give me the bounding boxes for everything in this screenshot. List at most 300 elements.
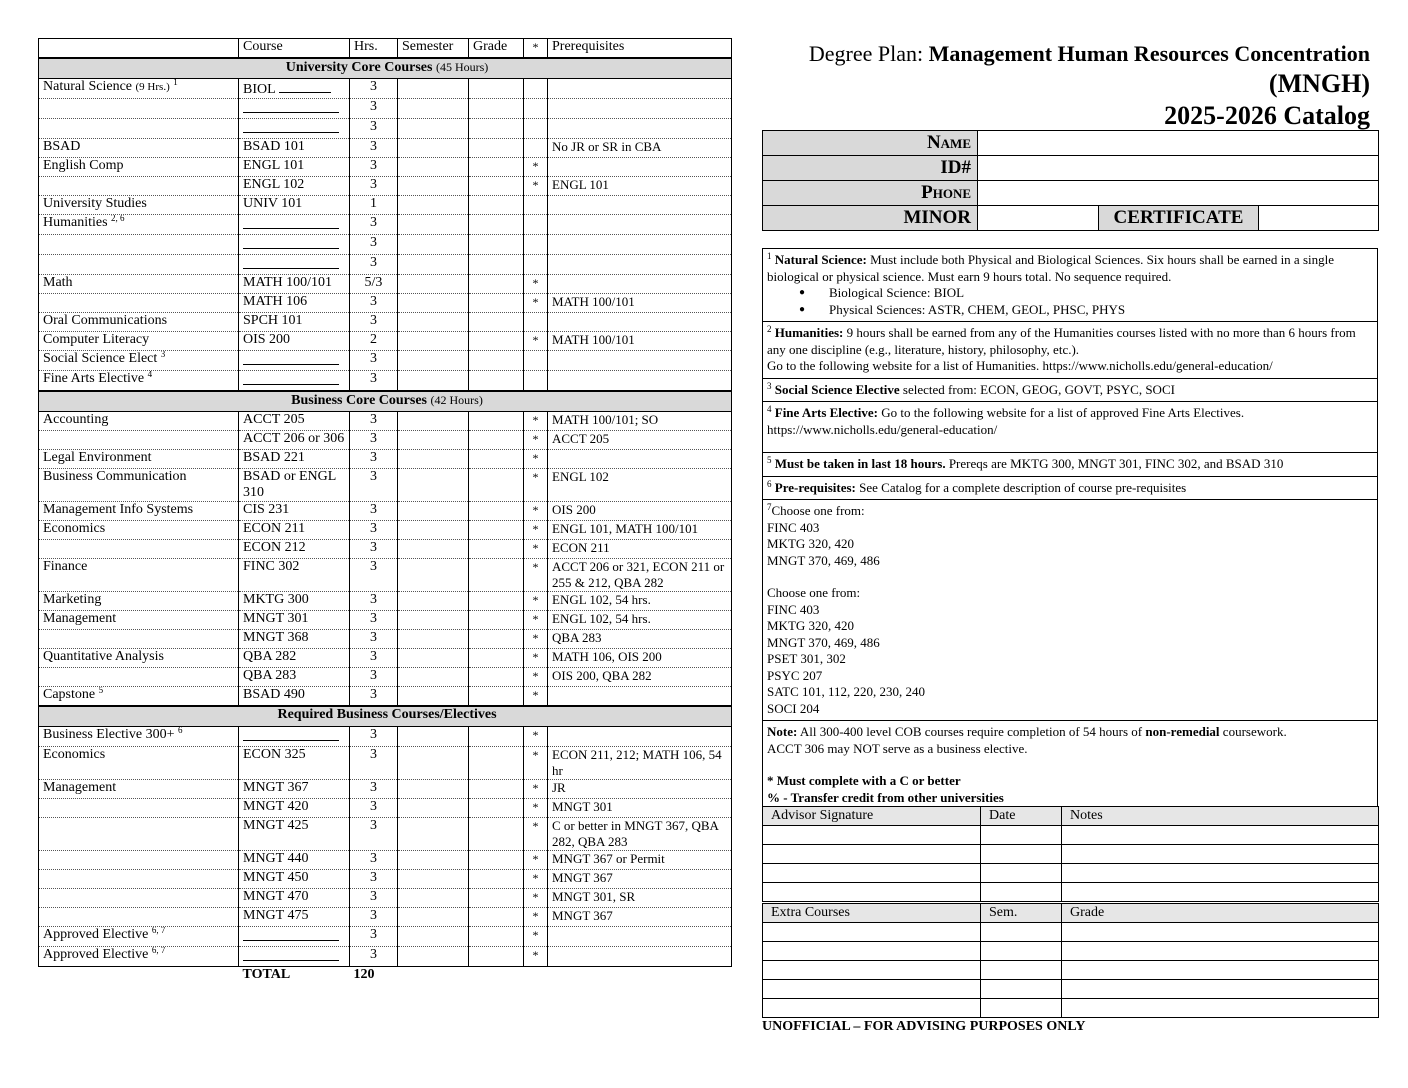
semester-cell[interactable] [398, 611, 469, 630]
header-star: * [524, 39, 548, 59]
hours-cell: 3 [350, 799, 398, 818]
table-row [39, 908, 732, 927]
hours-cell: 3 [350, 119, 398, 139]
table-row [39, 371, 732, 392]
grade-cell[interactable] [469, 502, 524, 521]
area-cell [39, 870, 239, 889]
prereq-cell: MNGT 367 [548, 908, 732, 927]
table-row [39, 99, 732, 119]
course-cell[interactable]: MNGT 425 [239, 818, 350, 851]
star-cell: * [524, 559, 548, 592]
area-cell [39, 294, 239, 313]
hours-cell: 3 [350, 540, 398, 559]
table-row [39, 119, 732, 139]
prereq-cell [548, 215, 732, 235]
humanities-link-text: Go to the following website for a list of Humanities. https://www.nicholls.edu/general-education/ [767, 358, 1273, 373]
star-cell [524, 255, 548, 275]
grade-cell[interactable] [469, 540, 524, 559]
star-cell: * [524, 687, 548, 707]
note-general: Note: All 300-400 level COB courses require completion of 54 hours of non-remedial coursework. ACCT 306 may NOT serve as a business elective. * Must complete with a C or better % - Transfer credit from other universities [767, 724, 1287, 805]
course-cell[interactable]: QBA 282 [239, 649, 350, 668]
semester-cell[interactable] [398, 649, 469, 668]
total-value: 120 [353, 967, 375, 982]
course-table [38, 38, 732, 985]
hours-cell: 1 [350, 196, 398, 215]
prereq-cell [548, 196, 732, 215]
header-prereq: Prerequisites [548, 39, 732, 59]
grade-cell[interactable] [469, 450, 524, 469]
grade-cell[interactable] [469, 908, 524, 927]
note-7-line: MKTG 320, 420 [767, 536, 855, 551]
table-row [39, 139, 732, 158]
grade-cell[interactable] [469, 158, 524, 177]
section-title: Required Business Courses/Electives [277, 707, 497, 722]
star-cell: * [524, 177, 548, 196]
star-cell: * [524, 158, 548, 177]
prereq-cell: ECON 211, 212; MATH 106, 54 hr [548, 747, 732, 780]
course-cell[interactable]: QBA 283 [239, 668, 350, 687]
grade-cell[interactable] [469, 235, 524, 255]
table-row [39, 559, 732, 592]
course-cell[interactable] [239, 215, 350, 235]
course-blank[interactable] [243, 99, 339, 113]
area-cell: Legal Environment [39, 450, 239, 469]
course-cell[interactable]: UNIV 101 [239, 196, 350, 215]
prereq-cell [548, 79, 732, 99]
table-row [39, 611, 732, 630]
course-blank[interactable] [243, 351, 339, 365]
course-blank[interactable] [243, 235, 339, 249]
semester-cell[interactable] [398, 927, 469, 947]
star-cell [524, 371, 548, 392]
section-header-business [39, 391, 732, 412]
table-row [39, 235, 732, 255]
star-cell: * [524, 275, 548, 294]
course-cell[interactable] [239, 727, 350, 747]
grade-cell[interactable] [469, 727, 524, 747]
course-cell[interactable]: MNGT 450 [239, 870, 350, 889]
course-cell[interactable]: ACCT 206 or 306 [239, 431, 350, 450]
table-row [39, 747, 732, 780]
grade-cell[interactable] [469, 196, 524, 215]
semester-cell[interactable] [398, 119, 469, 139]
course-cell[interactable]: ENGL 101 [239, 158, 350, 177]
extra-row [763, 961, 1379, 980]
prereq-cell [548, 450, 732, 469]
grade-cell[interactable] [469, 177, 524, 196]
area-cell: Natural Science (9 Hrs.) $^1$ [39, 79, 239, 99]
grade-cell[interactable] [469, 431, 524, 450]
hours-cell: 3 [350, 177, 398, 196]
hours-cell: 3 [350, 818, 398, 851]
prereq-cell [548, 313, 732, 332]
semester-cell[interactable] [398, 313, 469, 332]
note-2: $^2$ Humanities: 9 hours shall be earned from any of the Humanities courses listed with no more than 6 hours from any one discipline (e.g., literature, history, philosophy, etc.). Go to the following website for a list of Humanities. https://www.nicholls.edu/general-education/ [763, 322, 1377, 379]
hours-cell: 3 [350, 521, 398, 540]
grade-cell[interactable] [469, 119, 524, 139]
grade-cell[interactable] [469, 313, 524, 332]
table-row [39, 332, 732, 351]
grade-cell[interactable] [469, 79, 524, 99]
course-blank[interactable] [243, 947, 339, 961]
hours-cell: 3 [350, 592, 398, 611]
semester-cell[interactable] [398, 727, 469, 747]
semester-cell[interactable] [398, 235, 469, 255]
hours-cell: 3 [350, 255, 398, 275]
section-hours: (42 Hours) [430, 393, 483, 407]
fine-arts-link-text: https://www.nicholls.edu/general-education/ [767, 421, 998, 437]
hours-cell: 3 [350, 559, 398, 592]
semester-cell[interactable] [398, 196, 469, 215]
grade-cell[interactable] [469, 870, 524, 889]
total-row [39, 967, 732, 986]
prereq-cell: MATH 100/101 [548, 332, 732, 351]
prereq-cell: ENGL 102, 54 hrs. [548, 592, 732, 611]
phone-field[interactable] [978, 181, 1379, 206]
grade-cell[interactable] [469, 818, 524, 851]
prereq-cell: QBA 283 [548, 630, 732, 649]
semester-cell[interactable] [398, 371, 469, 392]
course-cell[interactable]: MNGT 368 [239, 630, 350, 649]
grade-cell[interactable] [469, 780, 524, 799]
grade-cell[interactable] [469, 630, 524, 649]
course-cell[interactable]: MATH 100/101 [239, 275, 350, 294]
area-cell [39, 630, 239, 649]
semester-cell[interactable] [398, 908, 469, 927]
section-hours: (45 Hours) [435, 60, 489, 74]
star-cell: * [524, 332, 548, 351]
table-row [39, 255, 732, 275]
grade-cell[interactable] [469, 139, 524, 158]
area-cell: Humanities $^{2, 6}$ [39, 215, 239, 235]
semester-cell[interactable] [398, 799, 469, 818]
semester-cell[interactable] [398, 79, 469, 99]
table-row [39, 469, 732, 502]
section-header-university [39, 58, 732, 79]
star-cell: * [524, 851, 548, 870]
course-cell[interactable]: BSAD or ENGL 310 [239, 469, 350, 502]
course-blank[interactable] [243, 927, 339, 941]
section-title: Business Core Courses [291, 393, 428, 408]
semester-cell[interactable] [398, 747, 469, 780]
semester-cell[interactable] [398, 177, 469, 196]
course-cell[interactable] [239, 235, 350, 255]
course-cell[interactable]: MNGT 367 [239, 780, 350, 799]
title-code: (MNGH) [1268, 69, 1370, 98]
area-cell: Fine Arts Elective $^4$ [39, 371, 239, 392]
grade-cell[interactable] [469, 559, 524, 592]
semester-cell[interactable] [398, 99, 469, 119]
course-cell[interactable] [239, 351, 350, 371]
semester-cell[interactable] [398, 215, 469, 235]
grade-cell[interactable] [469, 687, 524, 707]
certificate-field[interactable] [1259, 206, 1379, 231]
semester-cell[interactable] [398, 502, 469, 521]
prereq-cell: OIS 200 [548, 502, 732, 521]
area-cell: English Comp [39, 158, 239, 177]
semester-cell[interactable] [398, 332, 469, 351]
section-title: University Core Courses [285, 60, 433, 75]
hours-cell: 3 [350, 947, 398, 967]
area-cell: Management [39, 780, 239, 799]
grade-cell[interactable] [469, 255, 524, 275]
course-cell[interactable] [239, 99, 350, 119]
grade-cell[interactable] [469, 412, 524, 431]
prereq-cell [548, 275, 732, 294]
course-cell[interactable]: BIOL [239, 79, 350, 99]
course-cell[interactable]: MNGT 475 [239, 908, 350, 927]
table-row [39, 947, 732, 967]
prereq-cell [548, 119, 732, 139]
hours-cell: 3 [350, 870, 398, 889]
course-cell[interactable]: BSAD 101 [239, 139, 350, 158]
hours-cell: 3 [350, 851, 398, 870]
extra-courses-header: Extra Courses [763, 904, 981, 923]
note-1-bullet-bio: ● Biological Science: BIOL [829, 285, 1373, 302]
star-cell: * [524, 649, 548, 668]
note-6: $^6$ Pre-requisites: See Catalog for a complete description of course pre-requisites [763, 477, 1377, 501]
course-cell[interactable]: MNGT 301 [239, 611, 350, 630]
extra-row [763, 999, 1379, 1018]
prereq-cell: MNGT 301, SR [548, 889, 732, 908]
hours-cell: 3 [350, 889, 398, 908]
semester-cell[interactable] [398, 540, 469, 559]
grade-cell[interactable] [469, 99, 524, 119]
course-blank[interactable] [243, 255, 339, 269]
course-cell[interactable] [239, 947, 350, 967]
extra-row [763, 942, 1379, 961]
hours-cell: 3 [350, 412, 398, 431]
prereq-cell [548, 99, 732, 119]
prereq-cell [548, 371, 732, 392]
table-row [39, 351, 732, 371]
course-cell[interactable] [239, 255, 350, 275]
table-row [39, 780, 732, 799]
id-label: ID# [763, 156, 978, 181]
table-row [39, 870, 732, 889]
grade-cell[interactable] [469, 469, 524, 502]
total-label: TOTAL [242, 967, 291, 982]
hours-cell: 3 [350, 649, 398, 668]
table-row [39, 177, 732, 196]
semester-cell[interactable] [398, 559, 469, 592]
course-cell[interactable]: MKTG 300 [239, 592, 350, 611]
course-cell[interactable]: ECON 212 [239, 540, 350, 559]
grade-cell[interactable] [469, 927, 524, 947]
extra-grade-header: Grade [1062, 904, 1379, 923]
course-cell[interactable]: ACCT 205 [239, 412, 350, 431]
semester-cell[interactable] [398, 889, 469, 908]
grade-cell[interactable] [469, 889, 524, 908]
course-cell[interactable]: MATH 106 [239, 294, 350, 313]
grade-cell[interactable] [469, 851, 524, 870]
semester-cell[interactable] [398, 158, 469, 177]
course-cell[interactable]: MNGT 420 [239, 799, 350, 818]
advisor-signature-table [762, 806, 1379, 902]
course-cell[interactable]: CIS 231 [239, 502, 350, 521]
hours-cell: 3 [350, 630, 398, 649]
semester-cell[interactable] [398, 947, 469, 967]
area-cell: Finance [39, 559, 239, 592]
course-cell[interactable]: BSAD 490 [239, 687, 350, 707]
star-cell: * [524, 818, 548, 851]
semester-cell[interactable] [398, 818, 469, 851]
course-cell[interactable]: BSAD 221 [239, 450, 350, 469]
star-cell [524, 119, 548, 139]
grade-cell[interactable] [469, 947, 524, 967]
star-cell [524, 351, 548, 371]
prereq-cell [548, 947, 732, 967]
student-info-table [762, 130, 1379, 231]
grade-cell[interactable] [469, 521, 524, 540]
prereq-cell: ENGL 101 [548, 177, 732, 196]
note-7-line: FINC 403 [767, 601, 820, 617]
table-row [39, 687, 732, 707]
semester-cell[interactable] [398, 592, 469, 611]
area-cell: Quantitative Analysis [39, 649, 239, 668]
course-blank[interactable] [243, 119, 339, 133]
minor-label: MINOR [763, 206, 978, 231]
area-cell [39, 668, 239, 687]
semester-cell[interactable] [398, 412, 469, 431]
grade-cell[interactable] [469, 215, 524, 235]
area-cell: BSAD [39, 139, 239, 158]
star-cell: * [524, 908, 548, 927]
course-blank[interactable] [243, 727, 339, 741]
note-7-line: MNGT 370, 469, 486 [767, 634, 880, 650]
semester-cell[interactable] [398, 469, 469, 502]
hours-cell: 2 [350, 332, 398, 351]
table-row [39, 927, 732, 947]
hours-cell: 3 [350, 431, 398, 450]
star-cell: * [524, 799, 548, 818]
area-cell: Social Science Elect $^3$ [39, 351, 239, 371]
note-1: $^1$ Natural Science: Must include both Physical and Biological Sciences. Six hours shall be earned in a single biological or physical science. Must earn 9 hours total. No sequence required. ● Biological Science: BIOL ● Physical Sciences: ASTR, CHEM, GEOL, PHSC, PHYS [763, 249, 1377, 322]
hours-cell: 5/3 [350, 275, 398, 294]
star-cell: * [524, 727, 548, 747]
hours-cell: 3 [350, 469, 398, 502]
transfer-note: % - Transfer credit from other universities [767, 789, 1004, 805]
grade-cell[interactable] [469, 747, 524, 780]
semester-cell[interactable] [398, 431, 469, 450]
course-cell[interactable]: MNGT 440 [239, 851, 350, 870]
grade-cell[interactable] [469, 649, 524, 668]
note-7-line: PSET 301, 302 [767, 651, 846, 666]
area-cell: Approved Elective $^{6, 7}$ [39, 927, 239, 947]
course-blank[interactable] [243, 215, 339, 229]
section-header-required [39, 706, 732, 727]
course-cell[interactable]: ECON 211 [239, 521, 350, 540]
area-cell: Math [39, 275, 239, 294]
semester-cell[interactable] [398, 870, 469, 889]
course-cell[interactable]: SPCH 101 [239, 313, 350, 332]
star-cell: * [524, 870, 548, 889]
hours-cell: 3 [350, 371, 398, 392]
hours-cell: 3 [350, 215, 398, 235]
grade-cell[interactable] [469, 275, 524, 294]
id-field[interactable] [978, 156, 1379, 181]
course-cell[interactable] [239, 371, 350, 392]
area-cell: Economics [39, 747, 239, 780]
semester-cell[interactable] [398, 139, 469, 158]
grade-cell[interactable] [469, 332, 524, 351]
grade-cell[interactable] [469, 799, 524, 818]
advisor-row [763, 845, 1379, 864]
course-blank[interactable] [243, 371, 339, 385]
certificate-label: CERTIFICATE [1099, 206, 1259, 231]
semester-cell[interactable] [398, 687, 469, 707]
area-cell: Capstone $^5$ [39, 687, 239, 707]
note-1-bullet-phys: ● Physical Sciences: ASTR, CHEM, GEOL, PHSC, PHYS [829, 302, 1373, 319]
grade-cell[interactable] [469, 611, 524, 630]
hours-cell: 3 [350, 687, 398, 707]
grade-cell[interactable] [469, 668, 524, 687]
semester-cell[interactable] [398, 275, 469, 294]
must-complete-note: * Must complete with a C or better [767, 773, 961, 788]
prereq-cell: MNGT 367 or Permit [548, 851, 732, 870]
grade-cell[interactable] [469, 351, 524, 371]
semester-cell[interactable] [398, 351, 469, 371]
hours-cell: 3 [350, 780, 398, 799]
course-cell[interactable] [239, 119, 350, 139]
course-cell[interactable] [239, 927, 350, 947]
course-cell[interactable]: OIS 200 [239, 332, 350, 351]
area-cell: Accounting [39, 412, 239, 431]
semester-cell[interactable] [398, 521, 469, 540]
star-cell [524, 79, 548, 99]
grade-cell[interactable] [469, 592, 524, 611]
star-cell: * [524, 630, 548, 649]
prereq-cell [548, 351, 732, 371]
area-cell: Marketing [39, 592, 239, 611]
course-cell[interactable]: ECON 325 [239, 747, 350, 780]
prereq-cell: OIS 200, QBA 282 [548, 668, 732, 687]
semester-cell[interactable] [398, 294, 469, 313]
grade-cell[interactable] [469, 371, 524, 392]
star-cell [524, 235, 548, 255]
prereq-cell [548, 927, 732, 947]
star-cell [524, 99, 548, 119]
prereq-cell: ECON 211 [548, 540, 732, 559]
semester-cell[interactable] [398, 450, 469, 469]
advisor-date-header: Date [981, 807, 1062, 826]
header-semester: Semester [398, 39, 469, 59]
table-row [39, 196, 732, 215]
extra-sem-header: Sem. [981, 904, 1062, 923]
course-cell[interactable]: FINC 302 [239, 559, 350, 592]
grade-cell[interactable] [469, 294, 524, 313]
semester-cell[interactable] [398, 851, 469, 870]
star-cell: * [524, 780, 548, 799]
semester-cell[interactable] [398, 668, 469, 687]
semester-cell[interactable] [398, 630, 469, 649]
degree-plan-title [762, 40, 1370, 132]
star-cell [524, 215, 548, 235]
course-blank[interactable] [279, 79, 331, 93]
hours-cell: 3 [350, 139, 398, 158]
name-field[interactable] [978, 131, 1379, 156]
note-7-line: Choose one from: [771, 503, 865, 518]
course-cell[interactable]: ENGL 102 [239, 177, 350, 196]
course-cell[interactable]: MNGT 470 [239, 889, 350, 908]
star-cell: * [524, 927, 548, 947]
minor-field[interactable] [978, 206, 1099, 231]
hours-cell: 3 [350, 927, 398, 947]
prereq-cell [548, 687, 732, 707]
semester-cell[interactable] [398, 780, 469, 799]
advisor-row [763, 883, 1379, 902]
semester-cell[interactable] [398, 255, 469, 275]
